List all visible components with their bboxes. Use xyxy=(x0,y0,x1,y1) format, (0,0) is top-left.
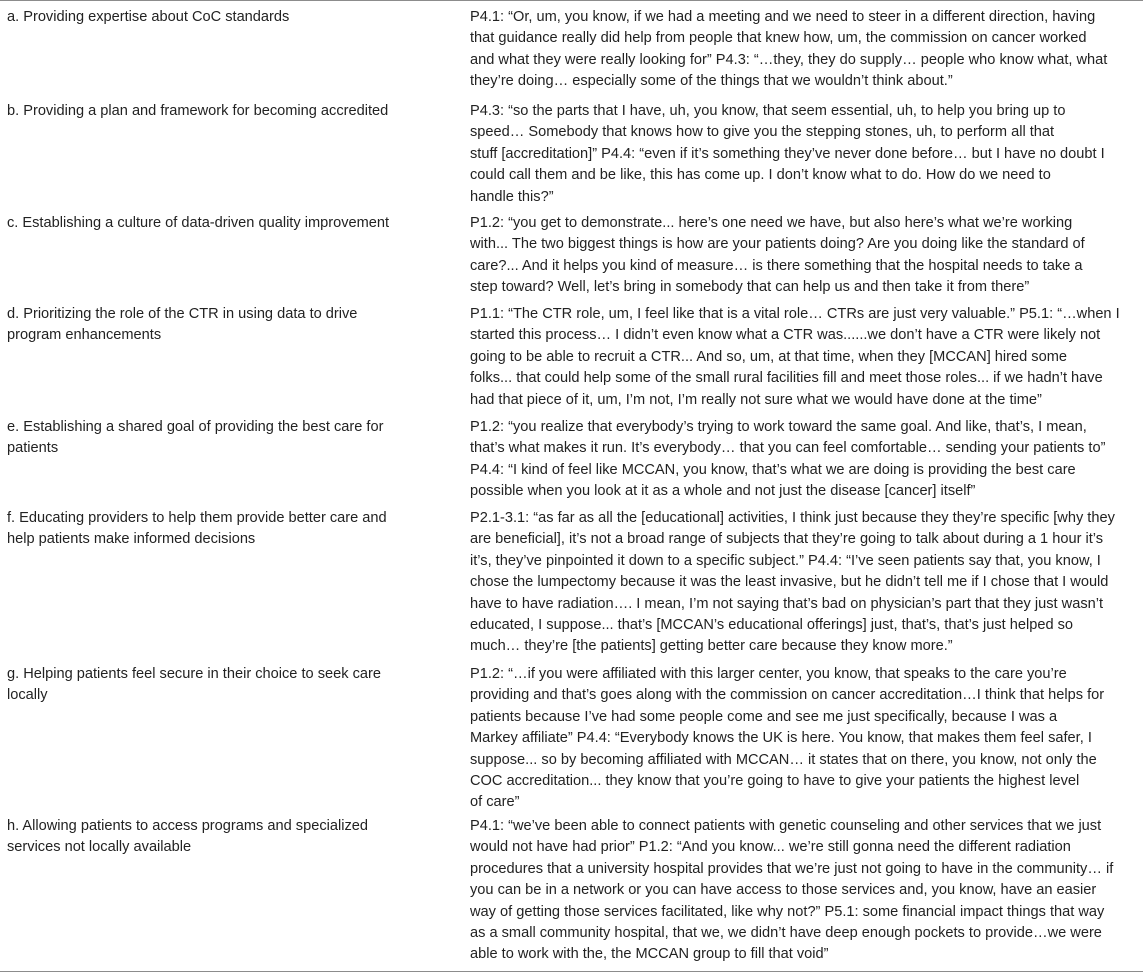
theme-cell: e. Establishing a shared goal of providing the best care for patients xyxy=(7,419,384,457)
table-bottom-rule xyxy=(0,971,1143,972)
theme-cell: f. Educating providers to help them provide better care and help patients make informed decisions xyxy=(7,510,387,548)
theme-cell: a. Providing expertise about CoC standards xyxy=(7,9,290,25)
quote-cell: P2.1-3.1: “as far as all the [educational] activities, I think just because they they’re specific [why they are beneficial], it’s not a broad range of subjects that they’re going to talk about during a 1 hour it’s it’s, they’ve pinpointed it down to a specific subject.” P4.4: “I’ve seen patients say that, you know, I chose the lumpectomy because it was the least invasive, but he didn’t tell me if I chose that I would have to have radiation…. I mean, I’m not saying that’s bad on physician’s part that they just wasn’t educated, I suppose... that’s [MCCAN’s educational offerings] just, that’s, that’s just helped so much… they’re [the patients] getting better care because they know more.” xyxy=(470,510,1115,655)
theme-cell: d. Prioritizing the role of the CTR in using data to drive program enhancements xyxy=(7,306,358,344)
quote-cell: P1.2: “you get to demonstrate... here’s one need we have, but also here’s what we’re working with... The two biggest things is how are your patients doing? Are you doing like the standard of care?... And it helps you kind of measure… is there something that the hospital needs to take a step toward? Well, let’s bring in somebody that can help us and then take it from there” xyxy=(470,215,1085,296)
theme-cell: c. Establishing a culture of data-driven quality improvement xyxy=(7,215,390,231)
quote-cell: P1.1: “The CTR role, um, I feel like that is a vital role… CTRs are just very valuable.” P5.1: “…when I started this process… I didn’t even know what a CTR was......we don’t have a CTR were likely not going to be able to recruit a CTR... And so, um, at that time, when they [MCCAN] hired some folks... that could help some of the small rural facilities fill and meet those roles... if we hadn’t have had that piece of it, um, I’m not, I’m really not sure what we would have done at the time” xyxy=(470,306,1120,408)
theme-cell: h. Allowing patients to access programs and specialized services not locally available xyxy=(7,818,368,856)
theme-cell: g. Helping patients feel secure in their choice to seek care locally xyxy=(7,666,381,704)
quote-cell: P4.1: “Or, um, you know, if we had a meeting and we need to steer in a different direction, having that guidance really did help from people that knew how, um, the commission on cancer worked and what they were really looking for” P4.3: “…they, they do supply… people who know what, what they’re doing… especially some of the things that we wouldn’t think about.” xyxy=(470,9,1108,90)
quote-cell: P4.3: “so the parts that I have, uh, you know, that seem essential, uh, to help you bring up to speed… Somebody that knows how to give you the stepping stones, uh, to perform all that stuff [accreditation]” P4.4: “even if it’s something they’ve never done before… but I have no doubt I could call them and be like, this has come up. I don’t know what to do. How do we need to handle this?” xyxy=(470,103,1105,205)
quote-cell: P4.1: “we’ve been able to connect patients with genetic counseling and other services that we just would not have had prior” P1.2: “And you know... we’re still gonna need the different radiation procedures that a university hospital provides that we’re just not going to have in the community… if you can be in a network or you can have access to those services and, you know, have an easier way of getting those services facilitated, like why not?” P5.1: some financial impact things that way as a small community hospital, that we, we didn’t have deep enough pockets to provide…we were able to work with the, the MCCAN group to fill that void” xyxy=(470,818,1114,963)
quote-cell: P1.2: “you realize that everybody’s trying to work toward the same goal. And like, that’s, I mean, that’s what makes it run. It’s everybody… that you can feel comfortable… sending your patients to” P4.4: “I kind of feel like MCCAN, you know, that’s what we are doing is providing the best care possible when you look at it as a whole and not just the disease [cancer] itself” xyxy=(470,419,1106,500)
theme-cell: b. Providing a plan and framework for becoming accredited xyxy=(7,103,389,119)
quote-cell: P1.2: “…if you were affiliated with this larger center, you know, that speaks to the care you’re providing and that’s goes along with the commission on cancer accreditation…I think that helps for patients because I’ve had some people come and see me just specifically, because I was a Markey affiliate” P4.4: “Everybody knows the UK is here. You know, that makes them feel safer, I suppose... so by becoming affiliated with MCCAN… it states that on there, you know, not only the COC accreditation... they know that you’re going to have to give your patients the highest level of care” xyxy=(470,666,1105,811)
